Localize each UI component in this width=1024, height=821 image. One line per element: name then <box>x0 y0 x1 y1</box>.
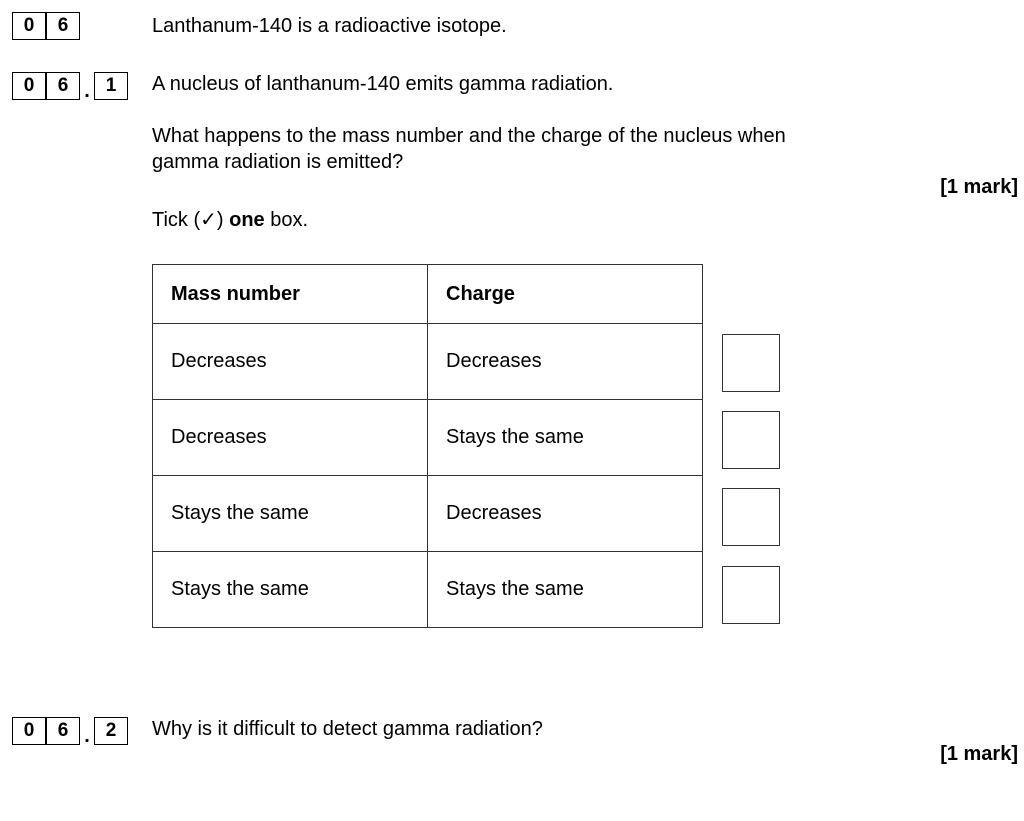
cell-charge: Stays the same <box>428 400 703 476</box>
question-digit-box: 0 <box>12 72 46 100</box>
question-text-line-2: gamma radiation is emitted? <box>152 151 404 173</box>
tick-instruction-prefix: Tick (✓) <box>152 209 230 231</box>
header-charge: Charge <box>428 265 703 324</box>
tick-instruction-emphasis: one <box>229 209 265 231</box>
question-lead: A nucleus of lanthanum-140 emits gamma radiation. <box>152 73 614 95</box>
table-row <box>153 400 703 476</box>
cell-mass-number: Stays the same <box>153 476 428 552</box>
cell-mass-number: Decreases <box>153 324 428 400</box>
marks-label: [1 mark] <box>940 743 1018 765</box>
question-intro: Lanthanum-140 is a radioactive isotope. <box>152 15 507 37</box>
question-digit-box: 6 <box>46 717 80 745</box>
question-text: Why is it difficult to detect gamma radiation? <box>152 718 543 740</box>
cell-charge: Stays the same <box>428 552 703 628</box>
table-header-row <box>153 265 703 324</box>
question-digit-box: 6 <box>46 72 80 100</box>
question-number-06-1 <box>12 72 128 100</box>
question-digit-box: 6 <box>46 12 80 40</box>
table-row <box>153 324 703 400</box>
table-row <box>153 552 703 628</box>
cell-charge: Decreases <box>428 324 703 400</box>
marks-label: [1 mark] <box>940 176 1018 198</box>
question-number-dot: . <box>84 80 90 102</box>
question-sub-digit-box: 1 <box>94 72 128 100</box>
question-number-06-2 <box>12 717 128 745</box>
table-row <box>153 476 703 552</box>
cell-charge: Decreases <box>428 476 703 552</box>
question-digit-box: 0 <box>12 12 46 40</box>
tick-box-option-3[interactable] <box>722 488 780 546</box>
tick-instruction <box>152 207 308 233</box>
tick-box-option-4[interactable] <box>722 566 780 624</box>
question-digit-box: 0 <box>12 717 46 745</box>
tick-box-option-2[interactable] <box>722 411 780 469</box>
question-text-line-1: What happens to the mass number and the charge of the nucleus when <box>152 125 786 147</box>
question-number-06 <box>12 12 80 40</box>
header-mass-number: Mass number <box>153 265 428 324</box>
question-sub-digit-box: 2 <box>94 717 128 745</box>
answer-table <box>152 264 703 628</box>
tick-instruction-suffix: box. <box>264 209 309 231</box>
cell-mass-number: Decreases <box>153 400 428 476</box>
tick-box-option-1[interactable] <box>722 334 780 392</box>
question-number-dot: . <box>84 725 90 747</box>
cell-mass-number: Stays the same <box>153 552 428 628</box>
